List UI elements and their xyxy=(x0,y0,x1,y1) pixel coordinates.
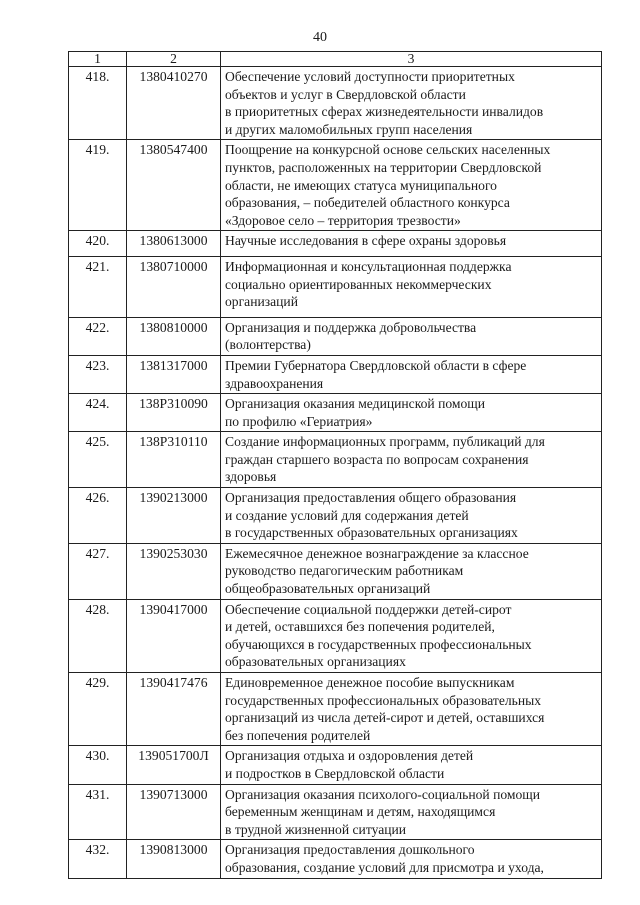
row-code: 1390813000 xyxy=(127,840,221,878)
row-code: 1380710000 xyxy=(127,256,221,317)
row-description: Информационная и консультационная поддержка социально ориентированных некоммерческих организаций xyxy=(221,256,602,317)
header-col-2: 2 xyxy=(127,52,221,67)
row-description: Организация предоставления дошкольного образования, создание условий для присмотра и ухода, xyxy=(221,840,602,878)
row-code: 1390253030 xyxy=(127,543,221,599)
row-description: Создание информационных программ, публикаций для граждан старшего возраста по вопросам сохранения здоровья xyxy=(221,432,602,488)
table-row xyxy=(69,784,602,840)
row-number: 422. xyxy=(69,317,127,355)
budget-codes-table xyxy=(68,51,602,879)
row-code: 1381317000 xyxy=(127,355,221,393)
row-code: 1390417476 xyxy=(127,673,221,746)
row-description: Организация отдыха и оздоровления детей и подростков в Свердловской области xyxy=(221,746,602,784)
row-code: 1380410270 xyxy=(127,67,221,140)
row-number: 418. xyxy=(69,67,127,140)
row-code: 139051700Л xyxy=(127,746,221,784)
row-description: Премии Губернатора Свердловской области в сфере здравоохранения xyxy=(221,355,602,393)
row-description: Обеспечение социальной поддержки детей-сирот и детей, оставшихся без попечения родителей, обучающихся в государственных профессиональных образовательных организациях xyxy=(221,599,602,672)
row-description: Организация предоставления общего образования и создание условий для содержания детей в государственных образовательных организациях xyxy=(221,488,602,544)
row-number: 431. xyxy=(69,784,127,840)
table-row xyxy=(69,140,602,231)
table-row xyxy=(69,394,602,432)
table-row xyxy=(69,599,602,672)
table-row xyxy=(69,355,602,393)
row-code: 1380547400 xyxy=(127,140,221,231)
table-header-row xyxy=(69,52,602,67)
row-number: 427. xyxy=(69,543,127,599)
row-number: 425. xyxy=(69,432,127,488)
row-number: 432. xyxy=(69,840,127,878)
table-row xyxy=(69,67,602,140)
table-row xyxy=(69,432,602,488)
row-code: 138Р310110 xyxy=(127,432,221,488)
row-description: Поощрение на конкурсной основе сельских населенных пунктов, расположенных на территории Свердловской области, не имеющих статуса муниципального образования, – победителей областного конкурса «Здоровое село – территория трезвости» xyxy=(221,140,602,231)
row-description: Научные исследования в сфере охраны здоровья xyxy=(221,231,602,257)
table-row xyxy=(69,231,602,257)
row-number: 429. xyxy=(69,673,127,746)
row-number: 423. xyxy=(69,355,127,393)
table-row xyxy=(69,543,602,599)
table-row xyxy=(69,746,602,784)
header-col-1: 1 xyxy=(69,52,127,67)
table-row xyxy=(69,488,602,544)
row-code: 1390713000 xyxy=(127,784,221,840)
row-code: 1380613000 xyxy=(127,231,221,257)
page-number: 40 xyxy=(313,30,327,45)
row-number: 421. xyxy=(69,256,127,317)
row-code: 1380810000 xyxy=(127,317,221,355)
row-code: 138Р310090 xyxy=(127,394,221,432)
row-number: 420. xyxy=(69,231,127,257)
row-description: Ежемесячное денежное вознаграждение за классное руководство педагогическим работникам общеобразовательных организаций xyxy=(221,543,602,599)
row-number: 428. xyxy=(69,599,127,672)
table-row xyxy=(69,840,602,878)
row-code: 1390417000 xyxy=(127,599,221,672)
table-row xyxy=(69,256,602,317)
row-number: 426. xyxy=(69,488,127,544)
row-number: 419. xyxy=(69,140,127,231)
header-col-3: 3 xyxy=(221,52,602,67)
row-code: 1390213000 xyxy=(127,488,221,544)
row-description: Организация оказания психолого-социальной помощи беременным женщинам и детям, находящимся в трудной жизненной ситуации xyxy=(221,784,602,840)
row-description: Единовременное денежное пособие выпускникам государственных профессиональных образовательных организаций из числа детей-сирот и детей, оставшихся без попечения родителей xyxy=(221,673,602,746)
table-row xyxy=(69,317,602,355)
row-number: 424. xyxy=(69,394,127,432)
row-description: Организация оказания медицинской помощи по профилю «Гериатрия» xyxy=(221,394,602,432)
row-description: Обеспечение условий доступности приоритетных объектов и услуг в Свердловской области в приоритетных сферах жизнедеятельности инвалидов и других маломобильных групп населения xyxy=(221,67,602,140)
row-description: Организация и поддержка добровольчества (волонтерства) xyxy=(221,317,602,355)
row-number: 430. xyxy=(69,746,127,784)
table-row xyxy=(69,673,602,746)
